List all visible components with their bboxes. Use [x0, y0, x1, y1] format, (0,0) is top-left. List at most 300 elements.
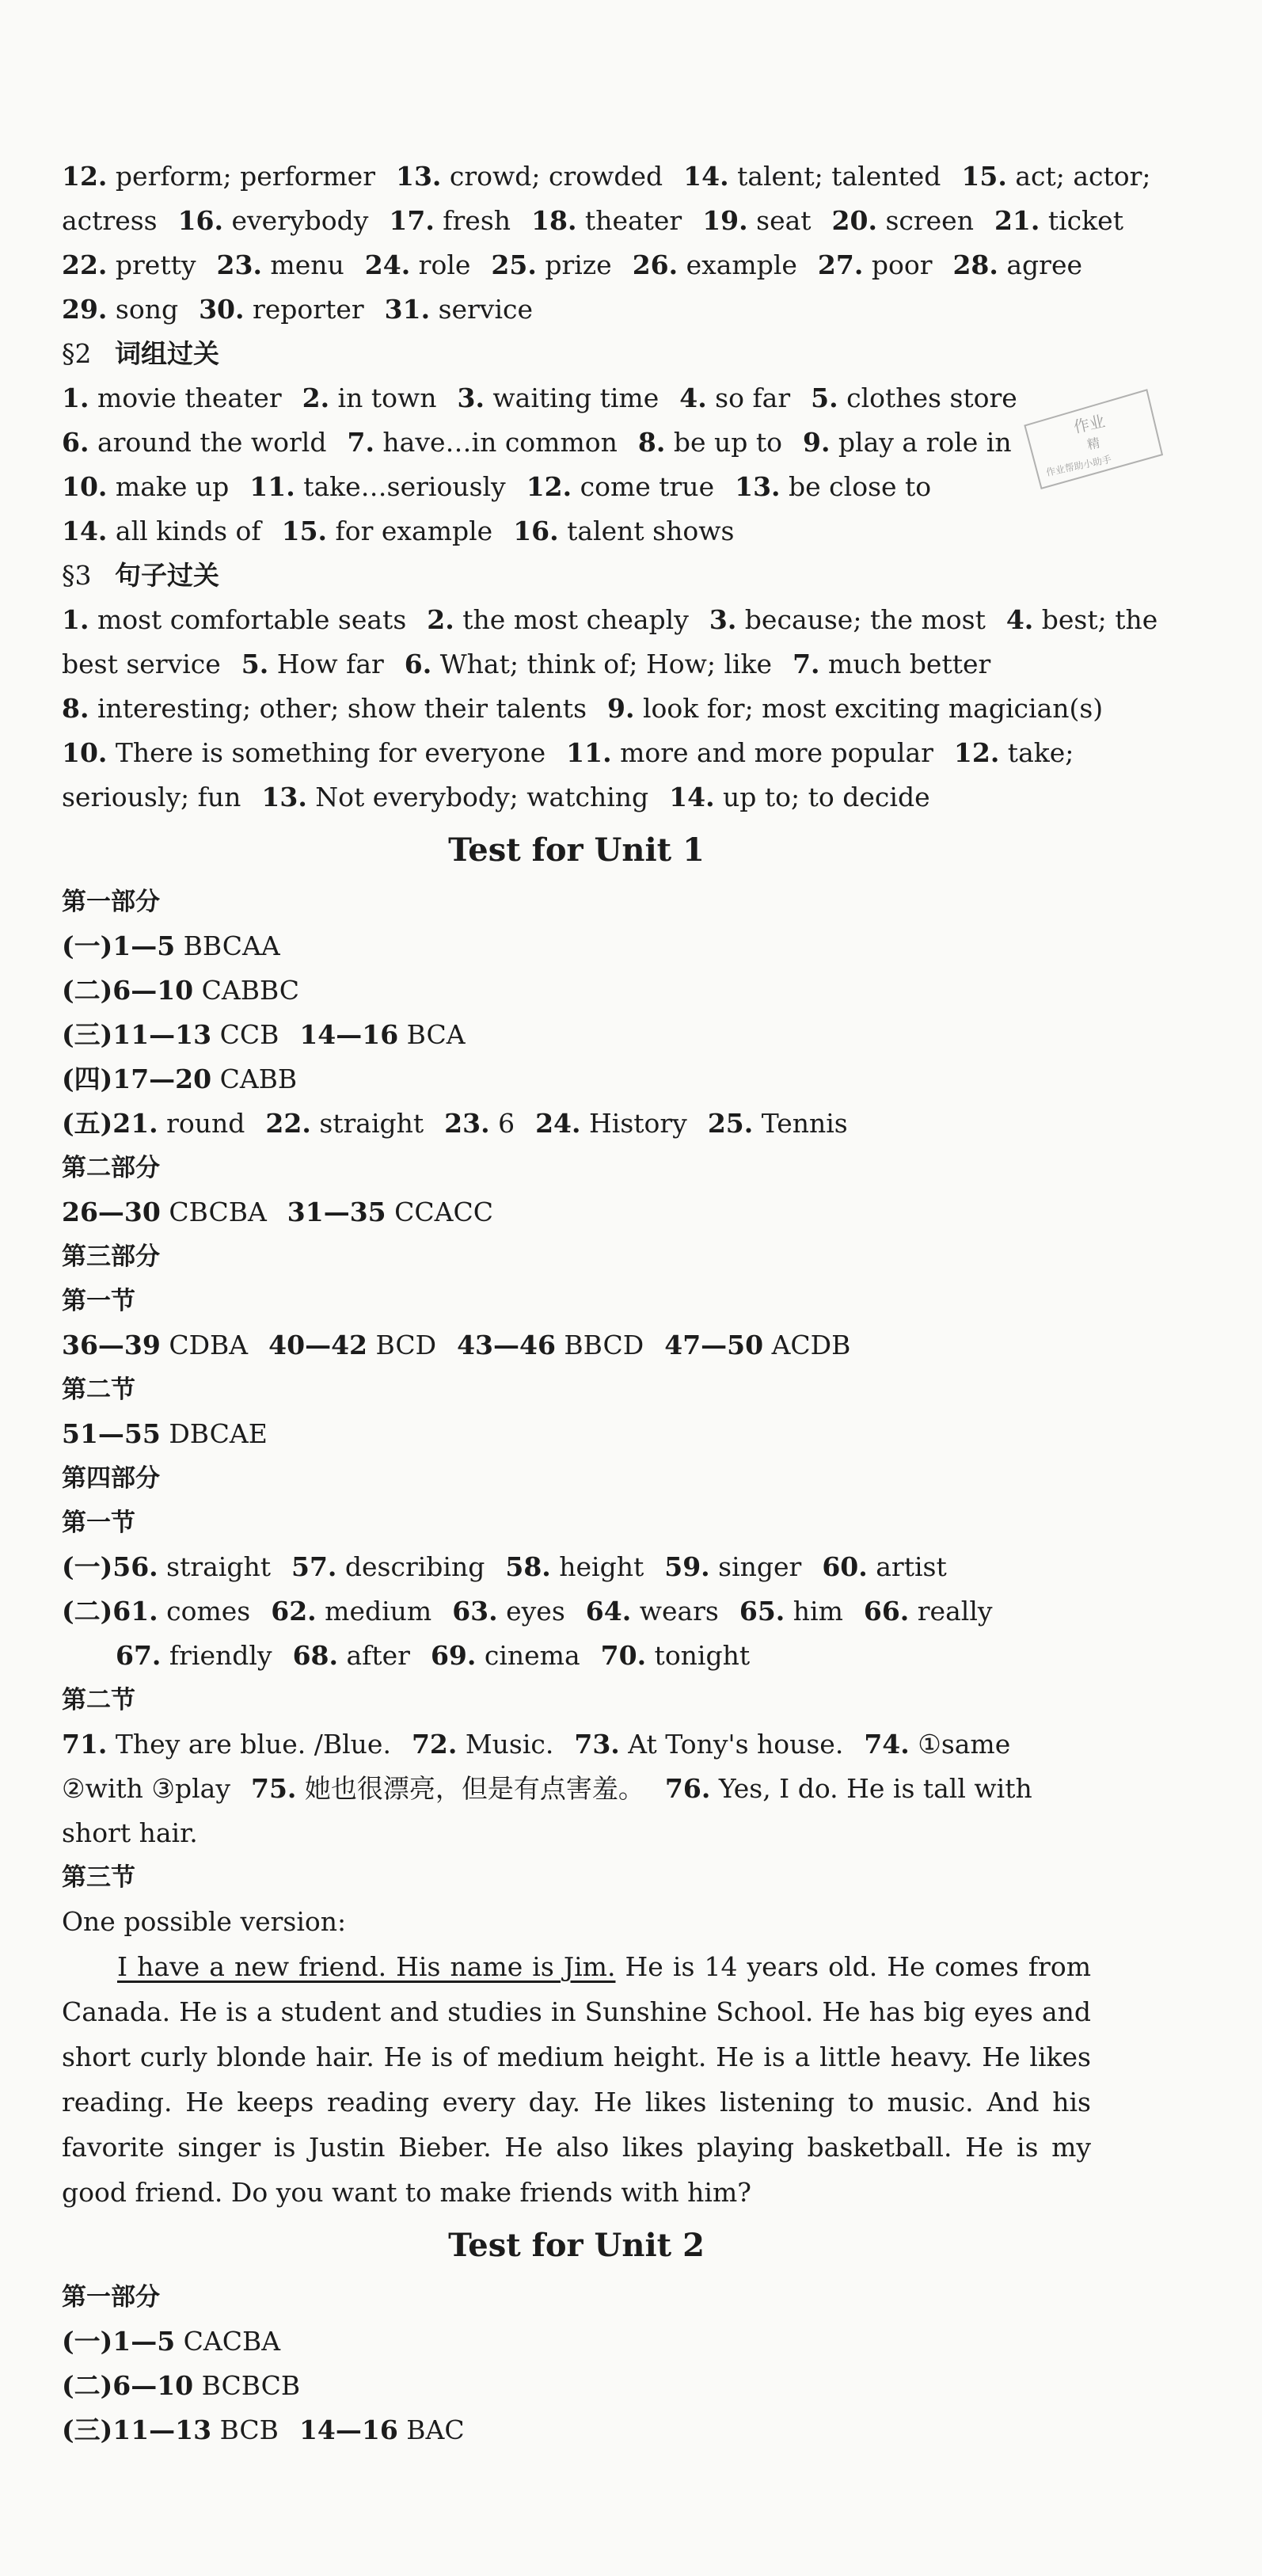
item-answer: CABBC — [193, 975, 300, 1006]
answer-item — [62, 782, 241, 812]
item-number: 23. — [216, 249, 262, 280]
item-answer: BCBCB — [193, 2370, 301, 2401]
item-answer: play a role in — [830, 427, 1012, 458]
answer-line — [62, 509, 1091, 554]
answer-line — [62, 1545, 1091, 1589]
item-answer: agree — [998, 249, 1083, 280]
answer-item — [719, 1596, 843, 1627]
item-number: (三)11—13 — [62, 1019, 212, 1050]
item-answer: round — [158, 1108, 245, 1139]
answer-item — [62, 1197, 267, 1227]
answer-item — [62, 1019, 279, 1050]
answer-item — [515, 1108, 687, 1139]
item-answer: CDBA — [160, 1330, 249, 1360]
item-answer: At Tony's house. — [619, 1729, 844, 1760]
item-answer: What; think of; How; like — [431, 649, 773, 679]
item-number: (二)6—10 — [62, 2370, 194, 2401]
item-number: 76. — [664, 1773, 711, 1804]
item-number: 3. — [457, 382, 485, 413]
answer-item — [62, 2326, 280, 2357]
section-3-header: §3 句子过关 — [62, 560, 219, 591]
answer-item — [245, 1108, 424, 1139]
item-number: 65. — [739, 1596, 785, 1627]
answer-line — [62, 287, 1091, 332]
item-answer: 6 — [489, 1108, 515, 1139]
unit1-part2-answers — [62, 1190, 1091, 1235]
answer-item — [384, 649, 772, 679]
unit1-part4-header: 第四部分 — [62, 1464, 160, 1493]
item-answer: interesting; other; show their talents — [89, 693, 587, 724]
item-answer: ②with ③play — [62, 1773, 230, 1804]
answer-item — [797, 249, 933, 280]
answer-item — [659, 382, 790, 413]
essay-underlined-text: I have a new friend. His name is Jim. — [117, 1951, 616, 1982]
item-number: 15. — [961, 161, 1007, 192]
item-number: 14. — [62, 516, 108, 546]
item-answer: around the world — [89, 427, 327, 458]
item-answer: CBCBA — [160, 1197, 267, 1227]
item-number: 13. — [735, 471, 781, 502]
answer-item — [364, 294, 533, 325]
answer-item — [279, 1019, 465, 1050]
answer-item — [843, 1596, 993, 1627]
answer-item — [843, 1729, 1010, 1760]
answer-line — [62, 642, 1091, 687]
item-number: 26—30 — [62, 1197, 161, 1227]
answer-line — [62, 1412, 1091, 1456]
item-answer: prize — [536, 249, 612, 280]
answer-item — [511, 205, 682, 236]
unit1-part3-section2-answers — [62, 1412, 1091, 1456]
section-2-header: §2 词组过关 — [62, 338, 219, 369]
item-number: 25. — [491, 249, 537, 280]
item-number: 2. — [427, 604, 454, 635]
item-number: 11. — [249, 471, 295, 502]
answer-line — [62, 420, 1091, 465]
answer-item — [618, 427, 782, 458]
item-number: 69. — [430, 1640, 477, 1671]
answer-item — [271, 1551, 485, 1582]
item-answer: best service — [62, 649, 221, 679]
item-number: 21. — [994, 205, 1040, 236]
item-number: 17. — [389, 205, 435, 236]
item-answer: History — [580, 1108, 687, 1139]
item-number: 47—50 — [664, 1330, 764, 1360]
item-answer: 她也很漂亮，但是有点害羞。 — [296, 1773, 644, 1804]
answer-item — [62, 516, 261, 546]
answer-line — [62, 1589, 1091, 1634]
answer-item — [62, 649, 221, 679]
item-answer: movie theater — [89, 382, 282, 413]
item-answer: come true — [572, 471, 715, 502]
answer-item — [612, 249, 797, 280]
answer-item — [62, 1596, 250, 1627]
answer-line — [62, 2408, 1091, 2452]
item-answer: after — [337, 1640, 410, 1671]
answer-item — [62, 161, 375, 192]
item-number: 9. — [802, 427, 831, 458]
answer-item — [62, 382, 282, 413]
item-answer: BBCAA — [175, 930, 280, 961]
answer-item — [644, 1330, 850, 1360]
item-answer: artist — [867, 1551, 947, 1582]
unit1-part4-section1-header: 第一节 — [62, 1509, 135, 1537]
item-answer: make up — [107, 471, 230, 502]
item-number: 57. — [291, 1551, 337, 1582]
item-answer: tonight — [646, 1640, 751, 1671]
item-number: 7. — [793, 649, 820, 679]
unit1-part3-header: 第三部分 — [62, 1242, 160, 1271]
answer-item — [436, 382, 659, 413]
answer-item — [62, 737, 545, 768]
answer-item — [424, 1108, 515, 1139]
item-number: 4. — [1005, 604, 1034, 635]
item-answer: be up to — [665, 427, 782, 458]
item-answer: comes — [158, 1596, 251, 1627]
answer-item — [431, 1596, 565, 1627]
answer-line — [62, 465, 1091, 509]
answer-line — [62, 731, 1091, 775]
answer-item — [62, 1330, 248, 1360]
answer-item — [261, 516, 493, 546]
item-answer: CCACC — [386, 1197, 493, 1227]
item-number: 16. — [513, 516, 559, 546]
item-number: 68. — [292, 1640, 338, 1671]
item-number: 24. — [535, 1108, 581, 1139]
answer-item — [62, 975, 299, 1006]
answer-item — [221, 649, 384, 679]
answer-item — [933, 737, 1074, 768]
answer-item — [248, 1330, 436, 1360]
answer-line — [62, 1190, 1091, 1235]
item-number: 7. — [347, 427, 374, 458]
unit1-part3-section1-header: 第一节 — [62, 1287, 135, 1315]
answer-item — [62, 2414, 279, 2445]
answer-line — [62, 968, 1091, 1013]
item-number: 73. — [574, 1729, 620, 1760]
answer-item — [62, 1817, 198, 1848]
item-number: 8. — [637, 427, 666, 458]
item-number: 16. — [177, 205, 224, 236]
item-answer: example — [678, 249, 797, 280]
answer-line — [62, 1057, 1091, 1102]
unit1-part2-header: 第二部分 — [62, 1154, 160, 1182]
sentence-answers — [62, 598, 1158, 820]
item-number: 10. — [62, 737, 108, 768]
item-number: 2. — [302, 382, 330, 413]
item-answer: Not everybody; watching — [306, 782, 649, 812]
item-answer: actress — [62, 205, 158, 236]
unit2-title: Test for Unit 2 — [448, 2227, 705, 2264]
item-number: 66. — [863, 1596, 910, 1627]
answer-line — [62, 1767, 1091, 1811]
answer-item — [790, 382, 1017, 413]
item-answer: most comfortable seats — [89, 604, 407, 635]
item-answer: screen — [876, 205, 974, 236]
item-answer: service — [430, 294, 534, 325]
unit1-part4-section2-answers — [62, 1722, 1091, 1855]
item-number: 58. — [505, 1551, 551, 1582]
item-number: 63. — [452, 1596, 498, 1627]
item-answer: How far — [268, 649, 384, 679]
answer-item — [62, 693, 587, 724]
answer-item — [272, 1640, 410, 1671]
item-number: 12. — [526, 471, 572, 502]
item-answer: cinema — [476, 1640, 580, 1671]
item-number: 14. — [683, 161, 729, 192]
item-answer: reporter — [244, 294, 364, 325]
sample-essay — [62, 1944, 1091, 2215]
item-number: 9. — [607, 693, 635, 724]
answer-item — [687, 1108, 848, 1139]
answer-line — [62, 376, 1091, 420]
answer-item — [492, 516, 734, 546]
answer-item — [506, 471, 714, 502]
unit2-part1-header: 第一部分 — [62, 2283, 160, 2312]
unit1-part1-header: 第一部分 — [62, 888, 160, 916]
item-answer: ACDB — [763, 1330, 851, 1360]
item-number: 43—46 — [457, 1330, 556, 1360]
item-number: 8. — [62, 693, 89, 724]
item-answer: take…seriously — [295, 471, 506, 502]
item-number: 75. — [250, 1773, 297, 1804]
item-number: 12. — [62, 161, 108, 192]
answer-line — [62, 598, 1158, 642]
unit2-part1-answers — [62, 2319, 1091, 2452]
answer-item — [580, 1640, 751, 1671]
item-answer: have…in common — [374, 427, 618, 458]
item-number: 36—39 — [62, 1330, 161, 1360]
answer-item — [62, 1108, 245, 1139]
answer-line — [62, 1013, 1091, 1057]
answer-line — [62, 2364, 1091, 2408]
answer-item — [326, 427, 617, 458]
item-number: (一)1—5 — [62, 2326, 176, 2357]
answer-item — [279, 2414, 465, 2445]
item-answer: BBCD — [555, 1330, 644, 1360]
item-number: 14—16 — [298, 2414, 398, 2445]
item-answer: medium — [316, 1596, 432, 1627]
item-number: 18. — [531, 205, 577, 236]
item-answer: take; — [999, 737, 1074, 768]
item-answer: crowd; crowded — [441, 161, 663, 192]
item-answer: Tennis — [753, 1108, 848, 1139]
item-answer: clothes store — [838, 382, 1017, 413]
item-number: 10. — [62, 471, 108, 502]
answer-item — [282, 382, 437, 413]
item-number: 1. — [62, 604, 89, 635]
answer-line — [62, 687, 1104, 731]
item-answer: seat — [747, 205, 812, 236]
item-answer: BAC — [397, 2414, 465, 2445]
item-number: 12. — [953, 737, 1000, 768]
item-number: 30. — [199, 294, 245, 325]
answer-item — [801, 1551, 946, 1582]
item-answer: Yes, I do. He is tall with — [710, 1773, 1032, 1804]
answer-line — [62, 775, 1091, 820]
item-number: 70. — [600, 1640, 647, 1671]
svg-text:精: 精 — [1085, 435, 1101, 453]
answer-item — [545, 737, 933, 768]
answer-item — [62, 1729, 391, 1760]
answer-line — [62, 1722, 1091, 1767]
item-number: 14. — [669, 782, 715, 812]
item-answer: menu — [261, 249, 344, 280]
item-number: (一)56. — [62, 1551, 158, 1582]
svg-text:作业: 作业 — [1071, 411, 1107, 437]
answer-item — [62, 604, 406, 635]
answer-item — [62, 294, 178, 325]
answer-item — [470, 249, 611, 280]
item-number: (三)11—13 — [62, 2414, 212, 2445]
answer-item — [941, 161, 1150, 192]
answer-item — [250, 1596, 431, 1627]
item-answer: the most cheaply — [454, 604, 689, 635]
item-number: 20. — [831, 205, 877, 236]
svg-text:作业帮助小助手: 作业帮助小助手 — [1045, 453, 1113, 478]
answer-item — [230, 1773, 644, 1804]
unit1-part4-section2-header: 第二节 — [62, 1686, 135, 1714]
answer-item — [682, 205, 811, 236]
item-number: 6. — [62, 427, 89, 458]
item-answer: CACBA — [175, 2326, 281, 2357]
item-number: 5. — [811, 382, 838, 413]
version-label: One possible version: — [62, 1906, 347, 1937]
item-number: 74. — [864, 1729, 910, 1760]
answer-item — [62, 930, 280, 961]
answer-line — [62, 199, 1123, 243]
answer-line — [62, 1811, 1091, 1855]
item-number: (二)6—10 — [62, 975, 194, 1006]
item-answer: because; the most — [736, 604, 986, 635]
answer-item — [648, 782, 929, 812]
item-answer: in town — [329, 382, 437, 413]
item-answer: for example — [327, 516, 493, 546]
item-answer: Music. — [457, 1729, 554, 1760]
answer-item — [158, 205, 369, 236]
item-answer: much better — [819, 649, 991, 679]
item-answer: theater — [576, 205, 682, 236]
item-number: 25. — [707, 1108, 754, 1139]
answer-item — [62, 427, 326, 458]
item-number: 19. — [702, 205, 748, 236]
item-answer: short hair. — [62, 1817, 198, 1848]
answer-item — [410, 1640, 580, 1671]
item-answer: They are blue. /Blue. — [107, 1729, 391, 1760]
item-answer: BCB — [211, 2414, 279, 2445]
unit1-part3-section2-header: 第二节 — [62, 1376, 135, 1404]
answer-item — [62, 205, 158, 236]
item-number: (四)17—20 — [62, 1064, 212, 1094]
answer-item — [644, 1773, 1032, 1804]
answer-item — [391, 1729, 553, 1760]
item-number: (二)61. — [62, 1596, 158, 1627]
answer-content — [62, 154, 1158, 2452]
answer-item — [229, 471, 505, 502]
answer-item — [62, 1773, 230, 1804]
item-number: 40—42 — [268, 1330, 367, 1360]
item-number: 29. — [62, 294, 108, 325]
item-answer: friendly — [161, 1640, 272, 1671]
item-number: 67. — [116, 1640, 162, 1671]
item-answer: height — [550, 1551, 644, 1582]
item-answer: ticket — [1040, 205, 1123, 236]
answer-item — [587, 693, 1103, 724]
answer-item — [267, 1197, 493, 1227]
answer-item — [644, 1551, 801, 1582]
answer-line — [62, 2319, 1091, 2364]
item-answer: act; actor; — [1006, 161, 1151, 192]
item-answer: more and more popular — [611, 737, 933, 768]
item-answer: straight — [310, 1108, 424, 1139]
answer-item — [565, 1596, 719, 1627]
answer-item — [62, 471, 229, 502]
unit1-part4-section1-answers — [62, 1545, 1091, 1634]
answer-item — [782, 427, 1012, 458]
item-answer: perform; performer — [107, 161, 375, 192]
item-number: 60. — [822, 1551, 868, 1582]
item-answer: DBCAE — [160, 1418, 268, 1449]
item-answer: poor — [863, 249, 933, 280]
answer-item — [62, 249, 196, 280]
item-answer: BCA — [398, 1019, 466, 1050]
item-answer: talent; talented — [728, 161, 941, 192]
item-answer: talent shows — [558, 516, 735, 546]
item-number: 5. — [241, 649, 269, 679]
vocabulary-answers — [62, 154, 1151, 332]
answer-item — [812, 205, 974, 236]
item-answer: straight — [158, 1551, 271, 1582]
item-number: 51—55 — [62, 1418, 161, 1449]
answer-item — [436, 1330, 644, 1360]
item-number: 24. — [364, 249, 411, 280]
item-answer: role — [410, 249, 471, 280]
item-number: 64. — [585, 1596, 632, 1627]
answer-item — [485, 1551, 644, 1582]
item-answer: look for; most exciting magician(s) — [634, 693, 1104, 724]
answer-item — [178, 294, 364, 325]
item-number: 11. — [566, 737, 612, 768]
item-answer: singer — [709, 1551, 802, 1582]
item-number: 28. — [952, 249, 998, 280]
item-number: 15. — [281, 516, 328, 546]
item-number: 14—16 — [299, 1019, 399, 1050]
item-number: 23. — [444, 1108, 490, 1139]
item-answer: BCD — [367, 1330, 437, 1360]
answer-line — [62, 154, 1151, 199]
item-number: 1. — [62, 382, 89, 413]
answer-item — [772, 649, 990, 679]
answer-item — [62, 2370, 300, 2401]
essay-body-text: He is 14 years old. He comes from Canada. He is a student and studies in Sunshine School. He has big eyes and short curly blonde hair. He is of medium height. He is a little heavy. He likes reading. He keeps reading every day. He likes listening to music. And his favorite singer is Justin Bieber. He also likes playing basketball. He is my good friend. Do you want to make friends with him? — [62, 1951, 1091, 2208]
unit1-part3-section1-answers — [62, 1323, 1091, 1368]
item-number: 31—35 — [287, 1197, 386, 1227]
answer-item — [375, 161, 663, 192]
answer-line — [116, 1634, 1091, 1678]
item-number: 13. — [261, 782, 307, 812]
unit1-part1-answers — [62, 924, 1091, 1146]
unit1-title: Test for Unit 1 — [448, 831, 705, 869]
item-answer: so far — [706, 382, 791, 413]
answer-item — [663, 161, 941, 192]
answer-item — [406, 604, 689, 635]
item-answer: all kinds of — [107, 516, 261, 546]
item-number: 62. — [271, 1596, 317, 1627]
answer-item — [986, 604, 1157, 635]
answer-item — [553, 1729, 843, 1760]
answer-item — [241, 782, 648, 812]
item-number: 59. — [664, 1551, 710, 1582]
